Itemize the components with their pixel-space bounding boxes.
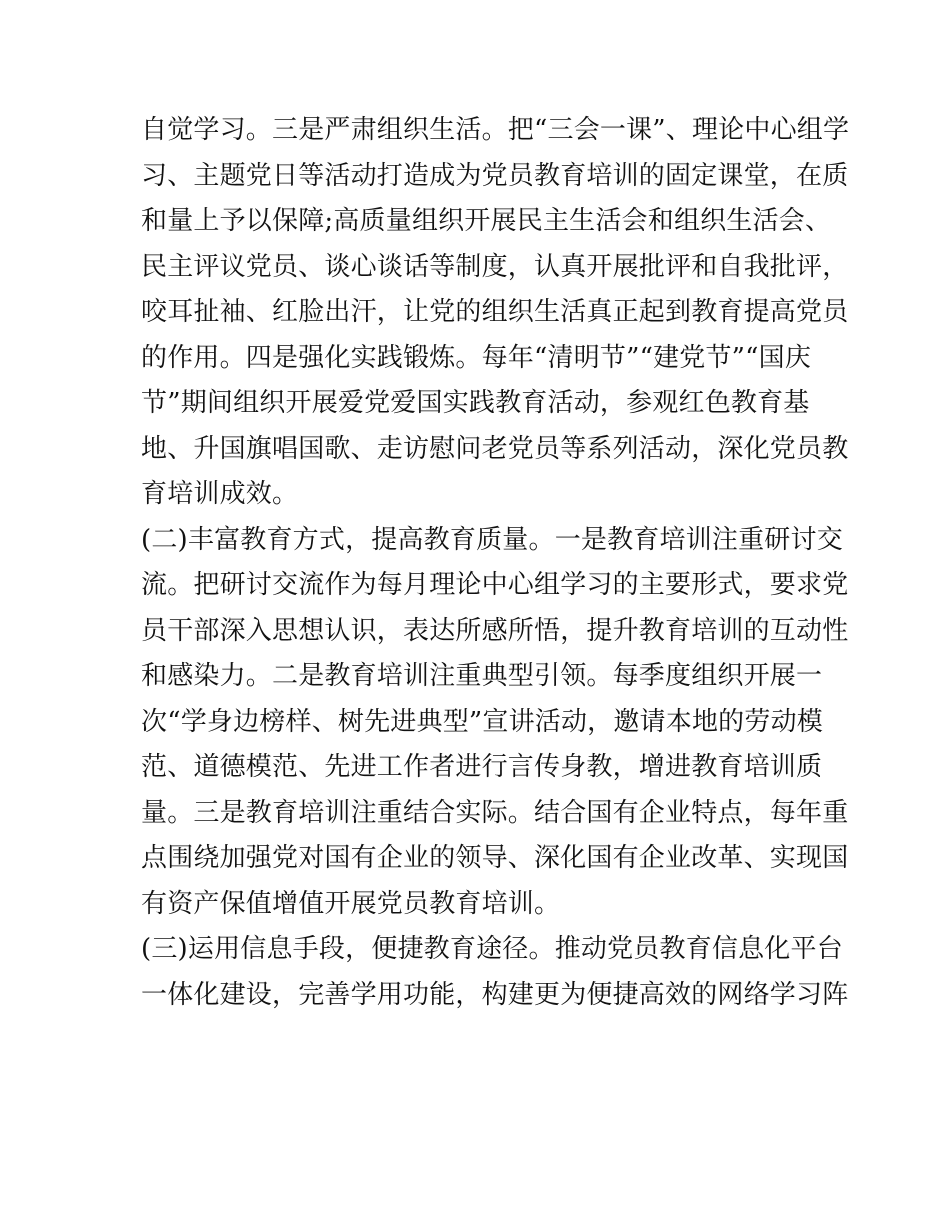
text-line: 节”期间组织开展爱党爱国实践教育活动，参观红色教育基 xyxy=(141,388,810,418)
text-line: 点围绕加强党对国有企业的领导、深化国有企业改革、实现国 xyxy=(141,843,849,873)
text-line: 有资产保值增值开展党员教育培训。 xyxy=(141,888,561,919)
text-line: 量。三是教育培训注重结合实际。结合国有企业特点，每年重 xyxy=(141,797,849,828)
text-line: 的作用。四是强化实践锻炼。每年“清明节”“建党节”“国庆 xyxy=(141,342,812,373)
text-line: 民主评议党员、谈心谈话等制度，认真开展批评和自我批评， xyxy=(141,251,849,282)
text-line: 自觉学习。三是严肃组织生活。把“三会一课”、理论中心组学 xyxy=(141,115,850,145)
text-line: 范、道德模范、先进工作者进行言传身教，增进教育培训质 xyxy=(141,752,823,782)
text-line: 育培训成效。 xyxy=(141,479,299,509)
section-heading-line: (二)丰富教育方式，提高教育质量。一是教育培训注重研讨交 xyxy=(141,524,843,555)
text-line: 习、主题党日等活动打造成为党员教育培训的固定课堂，在质 xyxy=(141,160,849,191)
text-line: 地、升国旗唱国歌、走访慰问老党员等系列活动，深化党员教 xyxy=(141,433,849,464)
text-line: 员干部深入思想认识，表达所感所悟，提升教育培训的互动性 xyxy=(141,615,849,646)
text-line: 和量上予以保障;高质量组织开展民主生活会和组织生活会、 xyxy=(141,206,832,236)
text-line: 咬耳扯袖、红脸出汗，让党的组织生活真正起到教育提高党员 xyxy=(141,297,849,327)
text-line: 和感染力。二是教育培训注重典型引领。每季度组织开展一 xyxy=(141,661,823,691)
text-line: 流。把研讨交流作为每月理论中心组学习的主要形式，要求党 xyxy=(141,570,849,600)
text-line: 一体化建设，完善学用功能，构建更为便捷高效的网络学习阵 xyxy=(141,979,849,1010)
text-line: 次“学身边榜样、树先进典型”宣讲活动，邀请本地的劳动模 xyxy=(141,706,823,737)
body-text xyxy=(141,108,850,1018)
section-heading-line: (三)运用信息手段，便捷教育途径。推动党员教育信息化平台 xyxy=(141,934,843,964)
